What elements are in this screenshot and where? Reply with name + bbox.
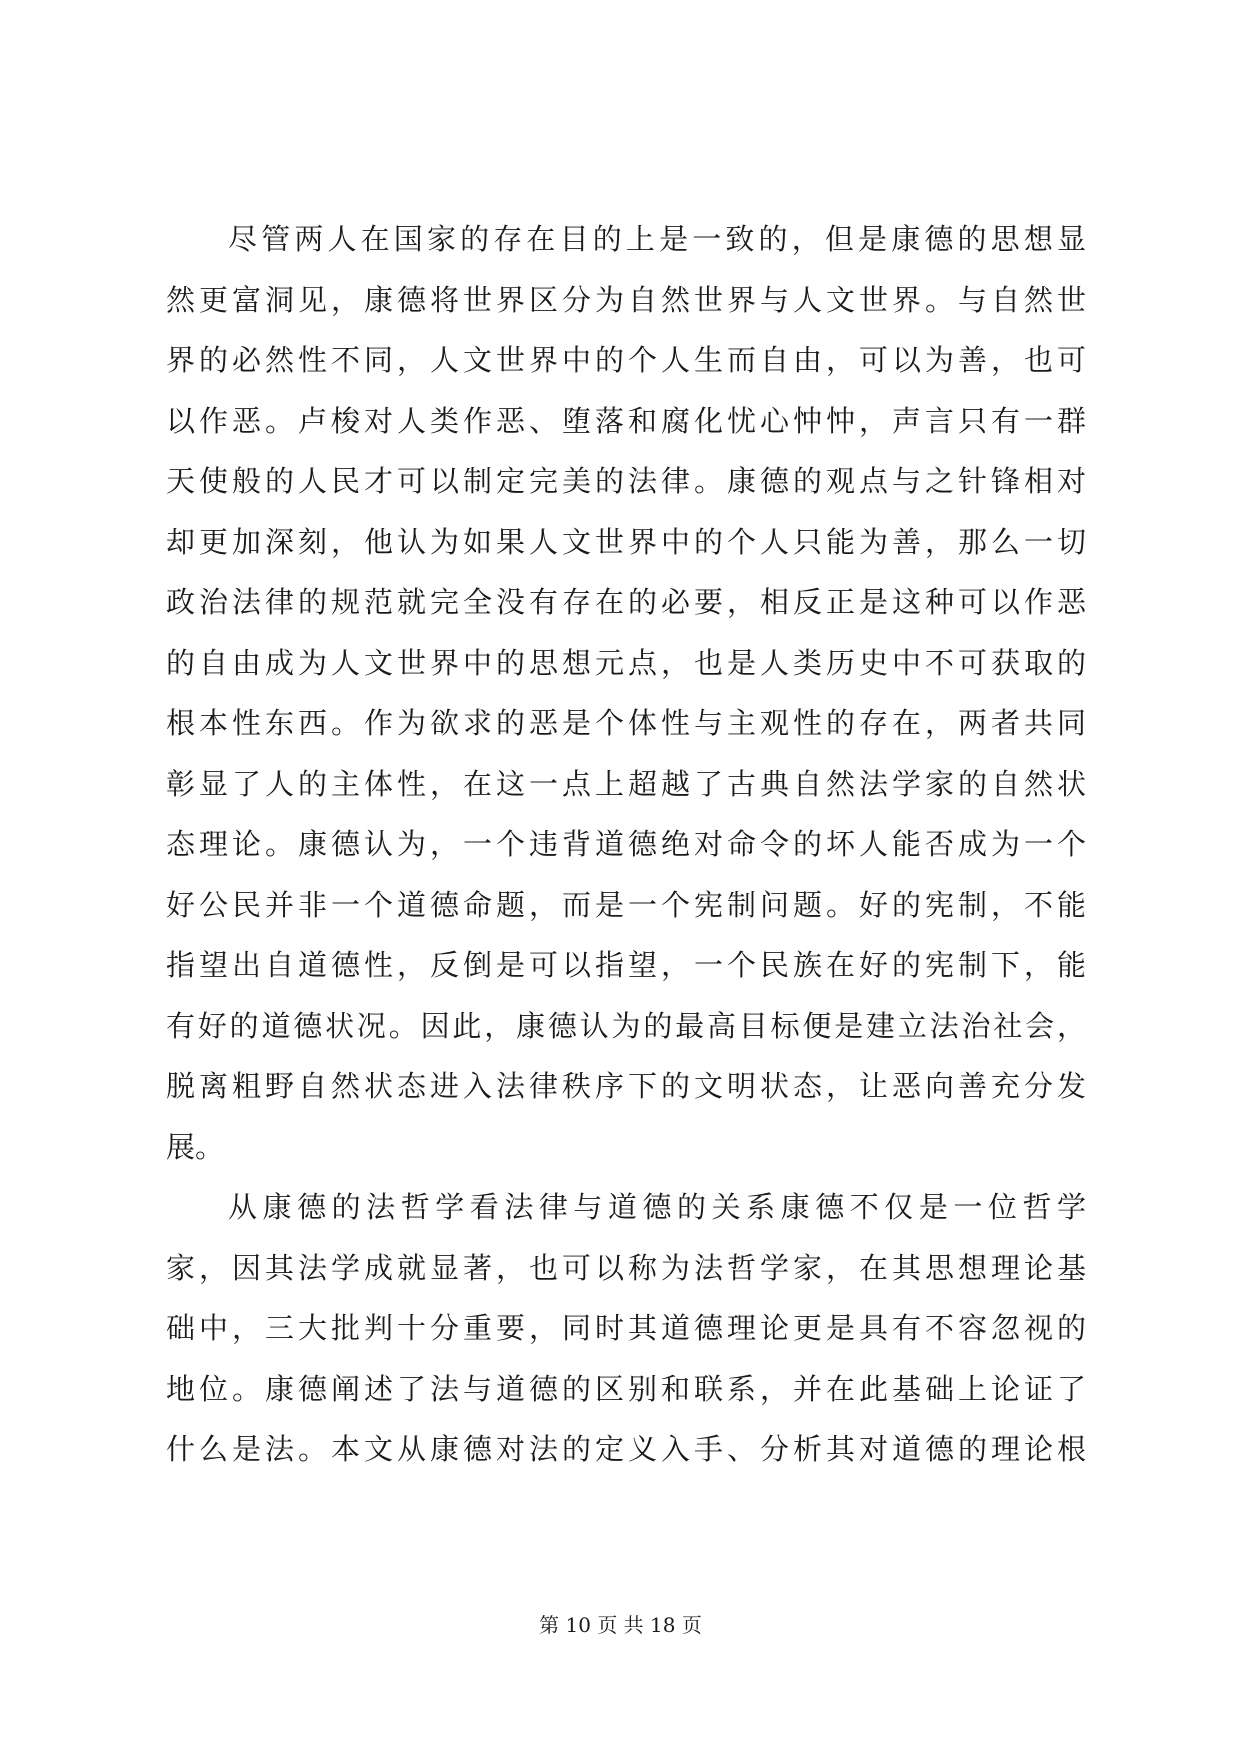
paragraph-1-line-7: 政治法律的规范就完全没有存在的必要，相反正是这种可以作恶 (166, 585, 1086, 619)
paragraph-1-line-14: 有好的道德状况。因此，康德认为的最高目标便是建立法治社会， (166, 1008, 1086, 1043)
body-text (166, 209, 1086, 1480)
page-number-footer: 第 10 页 共 18 页 (539, 1613, 702, 1637)
paragraph-2-line-4: 地位。康德阐述了法与道德的区别和联系，并在此基础上论证了 (166, 1371, 1086, 1406)
paragraph-2-line-3: 础中，三大批判十分重要，同时其道德理论更是具有不容忽视的 (166, 1311, 1086, 1345)
paragraph-1-line-2: 然更富洞见，康德将世界区分为自然世界与人文世界。与自然世 (166, 282, 1086, 317)
paragraph-2-line-2: 家，因其法学成就显著，也可以称为法哲学家，在其思想理论基 (166, 1250, 1086, 1285)
paragraph-1-line-12: 好公民并非一个道德命题，而是一个宪制问题。好的宪制，不能 (166, 887, 1086, 922)
paragraph-1-line-9: 根本性东西。作为欲求的恶是个体性与主观性的存在，两者共同 (166, 706, 1086, 740)
paragraph-1-line-1: 尽管两人在国家的存在目的上是一致的，但是康德的思想显 (228, 222, 1086, 256)
paragraph-1-line-5: 天使般的人民才可以制定完美的法律。康德的观点与之针锋相对 (166, 464, 1086, 498)
paragraph-1-line-10: 彰显了人的主体性，在这一点上超越了古典自然法学家的自然状 (166, 766, 1086, 801)
paragraph-1-line-3: 界的必然性不同，人文世界中的个人生而自由，可以为善，也可 (166, 343, 1086, 377)
paragraph-1-line-11: 态理论。康德认为，一个违背道德绝对命令的坏人能否成为一个 (166, 827, 1086, 861)
paragraph-1-line-15: 脱离粗野自然状态进入法律秩序下的文明状态，让恶向善充分发 (166, 1069, 1086, 1103)
paragraph-1-line-16: 展。 (166, 1129, 225, 1164)
paragraph-2-line-5: 什么是法。本文从康德对法的定义入手、分析其对道德的理论根 (166, 1432, 1086, 1466)
paragraph-1-line-8: 的自由成为人文世界中的思想元点，也是人类历史中不可获取的 (166, 645, 1086, 680)
paragraph-1-line-13: 指望出自道德性，反倒是可以指望，一个民族在好的宪制下，能 (166, 948, 1086, 982)
paragraph-2-line-1: 从康德的法哲学看法律与道德的关系康德不仅是一位哲学 (228, 1190, 1086, 1224)
paragraph-1-line-4: 以作恶。卢梭对人类作恶、堕落和腐化忧心忡忡，声言只有一群 (166, 403, 1086, 438)
paragraph-1-line-6: 却更加深刻，他认为如果人文世界中的个人只能为善，那么一切 (166, 524, 1086, 559)
